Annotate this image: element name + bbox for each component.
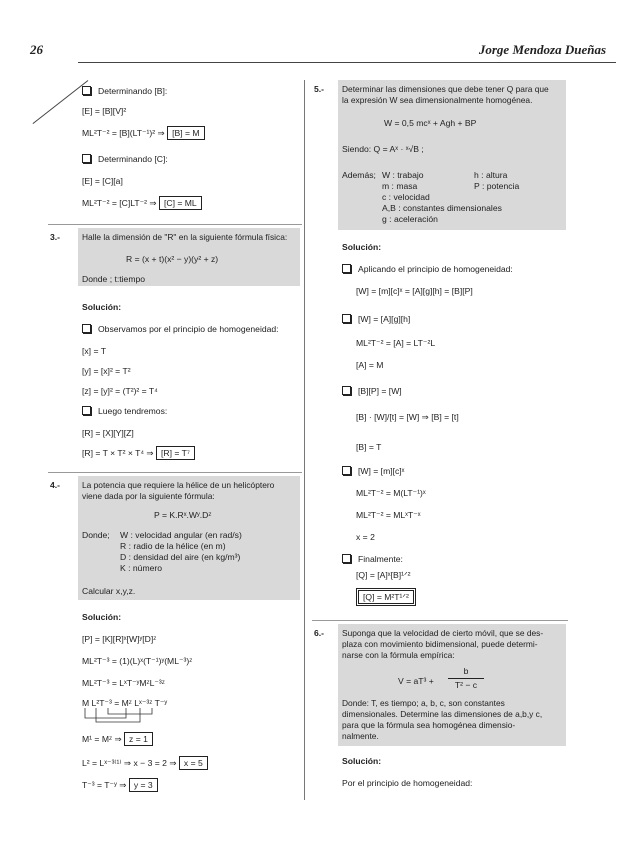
checkbox-bullet-icon <box>82 86 91 95</box>
section-divider <box>312 620 568 621</box>
problem-5-step-11: ML²T⁻² = MLˣT⁻ˣ <box>356 510 421 520</box>
problem-6-solution-heading: Solución: <box>342 756 382 766</box>
problem-5-step-10: ML²T⁻² = M(LT⁻¹)ˣ <box>356 488 426 498</box>
checkbox-bullet-icon <box>82 154 91 163</box>
cont-line-1: Determinando [B]: <box>82 86 167 97</box>
problem-4-step-6: L² = Lˣ⁻³⁽¹⁾ ⇒ x − 3 = 2 ⇒ x = 5 <box>82 758 208 769</box>
problem-5-step-5: [A] = M <box>356 360 384 370</box>
problem-3-step-4: [z] = [y]² = (T²)² = T⁴ <box>82 386 158 396</box>
page-header <box>0 42 638 60</box>
result-box: z = 1 <box>124 732 153 746</box>
checkbox-bullet-icon <box>342 466 351 475</box>
matching-bracket-lines <box>82 708 162 724</box>
problem-5-def-1b: h : altura <box>474 170 508 180</box>
problem-5-def-3: c : velocidad <box>382 192 430 202</box>
problem-5-siendo: Siendo: Q = Aˣ · ˣ√B ; <box>342 144 424 154</box>
final-result-box: [Q] = M²T¹ᐟ² <box>358 590 414 604</box>
cont-line-2: [E] = [B][V]² <box>82 106 127 116</box>
problem-3-formula: R = (x + t)(x² − y)(y² + z) <box>126 254 219 264</box>
problem-5-final <box>358 592 414 603</box>
problem-6-formula-numerator: b <box>463 666 469 676</box>
problem-5-def-2: m : masa <box>382 181 418 191</box>
fraction-bar <box>448 678 484 679</box>
result-box: [B] = M <box>167 126 204 140</box>
problem-5-def-2b: P : potencia <box>474 181 520 191</box>
problem-4-def-3: D : densidad del aire (en kg/m³) <box>120 552 241 562</box>
problem-4-step-5: M¹ = Mᶻ ⇒ z = 1 <box>82 734 153 745</box>
problem-5-step-13: Finalmente: <box>342 554 403 565</box>
problem-4-statement-line-1: La potencia que requiere la hélice de un helicóptero <box>82 480 275 490</box>
problem-5-def-4: A,B : constantes dimensionales <box>382 203 502 213</box>
cont-line-6: ML²T⁻² = [C]LT⁻² ⇒ [C] = ML <box>82 198 202 209</box>
checkbox-bullet-icon <box>342 386 351 395</box>
section-divider <box>48 224 302 225</box>
header-rule <box>78 62 616 63</box>
problem-3-step-6: [R] = [X][Y][Z] <box>82 428 134 438</box>
problem-4-step-2: ML²T⁻³ = (1)(L)ˣ(T⁻¹)ʸ(ML⁻³)ᶻ <box>82 656 193 666</box>
checkbox-bullet-icon <box>82 324 91 333</box>
problem-5-def-5: g : aceleración <box>382 214 438 224</box>
problem-6-where-line-2: dimensionales. Determine las dimensiones de a,b,y c, <box>342 709 543 719</box>
problem-5-def-1: W : trabajo <box>382 170 424 180</box>
problem-5-step-8: [B] = T <box>356 442 382 452</box>
problem-4-step-1: [P] = [K][R]ˣ[W]ʸ[D]ᶻ <box>82 634 157 644</box>
checkbox-bullet-icon <box>82 406 91 415</box>
problem-6-statement-line-2: plaza con movimiento bidimensional, puede determi- <box>342 639 538 649</box>
problem-4-step-4: M L²T⁻³ = Mᶻ Lˣ⁻³ᶻ T⁻ʸ <box>82 698 168 708</box>
problem-5-step-1: Aplicando el principio de homogeneidad: <box>342 264 513 275</box>
checkbox-bullet-icon <box>342 314 351 323</box>
section-divider <box>48 472 302 473</box>
result-box: [R] = T⁷ <box>156 446 195 460</box>
problem-5-formula: W = 0,5 mcˣ + Agh + BP <box>384 118 477 128</box>
checkbox-bullet-icon <box>342 554 351 563</box>
problem-3-step-2: [x] = T <box>82 346 106 356</box>
problem-3-number: 3.- <box>50 232 61 242</box>
problem-6-number: 6.- <box>314 628 325 638</box>
problem-6-where-line-4: nalmente. <box>342 731 379 741</box>
problem-3-step-5: Luego tendremos: <box>82 406 167 417</box>
problem-3-step-7: [R] = T × T² × T⁴ ⇒ [R] = T⁷ <box>82 448 195 459</box>
cont-line-4: Determinando [C]: <box>82 154 168 165</box>
problem-4-solution-heading: Solución: <box>82 612 122 622</box>
result-box: [C] = ML <box>159 196 202 210</box>
cont-line-5: [E] = [C][a] <box>82 176 123 186</box>
problem-5-number: 5.- <box>314 84 325 94</box>
column-divider <box>304 80 305 800</box>
problem-4-step-7: T⁻³ = T⁻ʸ ⇒ y = 3 <box>82 780 158 791</box>
problem-5-step-12: x = 2 <box>356 532 375 542</box>
problem-4-def-4: K : número <box>120 563 163 573</box>
problem-4-number: 4.- <box>50 480 61 490</box>
problem-5-statement-line-2: la expresión W sea dimensionalmente homogénea. <box>342 95 533 105</box>
problem-4-where-label: Donde; <box>82 530 110 540</box>
problem-6-formula-lhs: V = aT³ + <box>398 676 434 686</box>
problem-6-where-line-1: Donde: T, es tiempo; a, b, c, son constantes <box>342 698 505 708</box>
cont-line-3: ML²T⁻² = [B](LT⁻¹)² ⇒ [B] = M <box>82 128 205 139</box>
checkbox-bullet-icon <box>342 264 351 273</box>
problem-3-step-3: [y] = [x]² = T² <box>82 366 131 376</box>
problem-5-statement-line-1: Determinar las dimensiones que debe tener Q para que <box>342 84 549 94</box>
problem-4-formula: P = K.Rˣ.Wʸ.Dᶻ <box>154 510 212 520</box>
problem-3-solution-heading: Solución: <box>82 302 122 312</box>
problem-6-where-line-3: para que la fórmula sea homogénea dimensio- <box>342 720 516 730</box>
problem-3-where: Donde ; t:tiempo <box>82 274 146 284</box>
problem-6-statement-line-1: Suponga que la velocidad de cierto móvil, que se des- <box>342 628 544 638</box>
author-name: Jorge Mendoza Dueñas <box>478 42 606 57</box>
problem-5-step-3: [W] = [A][g][h] <box>342 314 410 325</box>
problem-6-formula-denominator: T² − c <box>454 680 478 690</box>
problem-5-solution-heading: Solución: <box>342 242 382 252</box>
problem-5-step-7: [B] · [W]/[t] = [W] ⇒ [B] = [t] <box>356 412 459 422</box>
problem-4-def-2: R : radio de la hélice (en m) <box>120 541 226 551</box>
problem-5-step-6: [B][P] = [W] <box>342 386 402 397</box>
problem-5-step-9: [W] = [m][c]ˣ <box>342 466 405 477</box>
problem-6-statement-line-3: narse con la fórmula empírica: <box>342 650 455 660</box>
problem-3-statement: Halle la dimensión de "R" en la siguiente fórmula física: <box>82 232 288 242</box>
problem-6-step-1: Por el principio de homogeneidad: <box>342 778 473 788</box>
problem-5-step-2: [W] = [m][c]ˣ = [A][g][h] = [B][P] <box>356 286 473 296</box>
result-box: x = 5 <box>179 756 208 770</box>
corner-diagonal <box>33 80 89 124</box>
problem-5-step-4: ML²T⁻² = [A] = LT⁻²L <box>356 338 436 348</box>
page-number: 26 <box>30 42 43 57</box>
problem-4-calc: Calcular x,y,z. <box>82 586 136 596</box>
result-box: y = 3 <box>129 778 158 792</box>
problem-4-statement-line-2: viene dada por la siguiente fórmula: <box>82 491 215 501</box>
problem-3-step-1: Observamos por el principio de homogeneidad: <box>82 324 279 335</box>
problem-5-step-14: [Q] = [A]ˣ[B]¹ᐟ² <box>356 570 411 580</box>
problem-4-step-3: ML²T⁻³ = LˣT⁻ʸMᶻL⁻³ᶻ <box>82 678 165 688</box>
problem-5-ademas-label: Además; <box>342 170 376 180</box>
problem-4-def-1: W : velocidad angular (en rad/s) <box>120 530 242 540</box>
